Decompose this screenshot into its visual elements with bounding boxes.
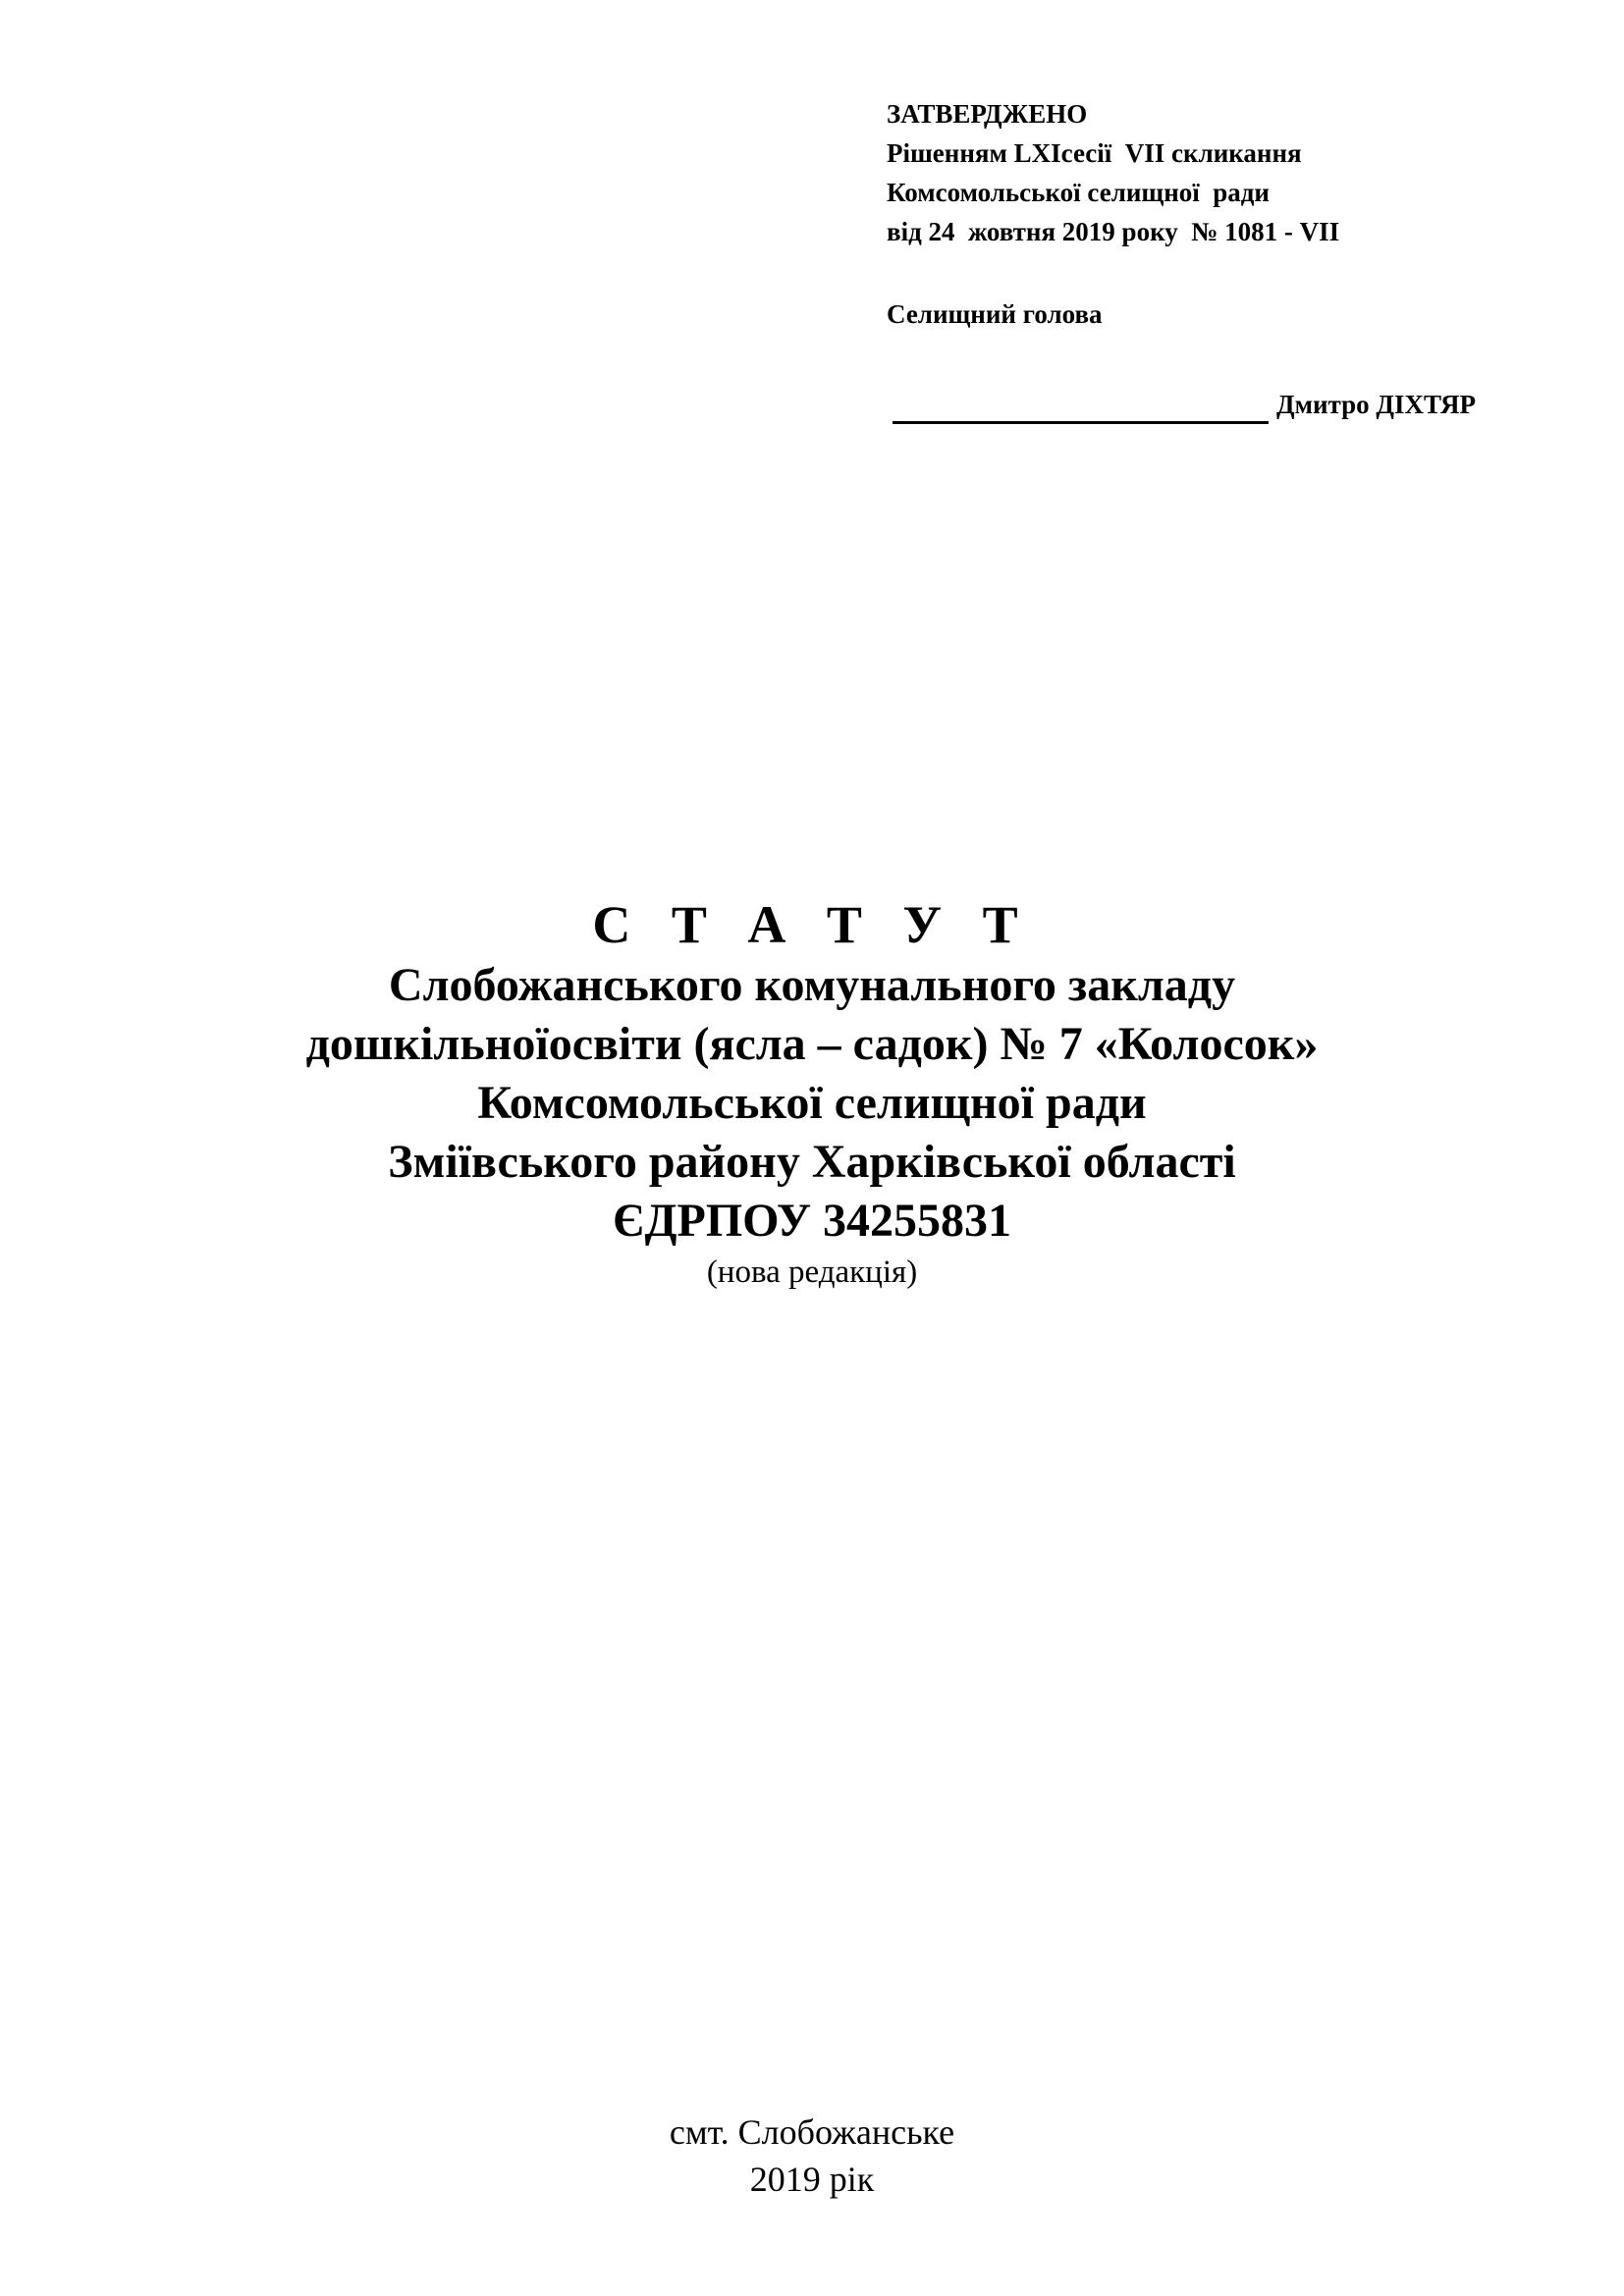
institution-council-line: Комсомольської селищної ради <box>477 1077 1147 1129</box>
approval-block <box>887 94 1594 334</box>
document-title: С Т А Т У Т <box>592 895 1032 954</box>
approval-council-line: Комсомольської селищної ради <box>887 178 1270 207</box>
institution-code-line: ЄДРПОУ 34255831 <box>612 1195 1012 1247</box>
footer-year: 2019 рік <box>749 2160 875 2199</box>
statute-title-block <box>0 893 1624 1294</box>
approval-head-title: Селищний голова <box>887 299 1103 329</box>
footer-place: смт. Слобожанське <box>669 2112 955 2152</box>
approval-heading: ЗАТВЕРДЖЕНО <box>887 99 1088 129</box>
approval-decision-line: Рішенням LXIсесії VII скликання <box>887 138 1302 168</box>
edition-note: (нова редакція) <box>706 1255 918 1290</box>
document-footer <box>0 2109 1624 2203</box>
approval-date-line: від 24 жовтня 2019 року № 1081 - VII <box>887 217 1340 246</box>
signature-row <box>893 385 1476 424</box>
institution-name-line-2: дошкільноїосвіти (ясла – садок) № 7 «Колосок» <box>305 1018 1319 1070</box>
institution-name-line-1: Слобожанського комунального закладу <box>388 959 1236 1011</box>
approval-spacer <box>887 251 1594 294</box>
signatory-name: Дмитро ДІХТЯР <box>1276 390 1476 419</box>
institution-region-line: Зміївського району Харківської області <box>388 1136 1236 1188</box>
signature-line <box>893 394 1269 424</box>
